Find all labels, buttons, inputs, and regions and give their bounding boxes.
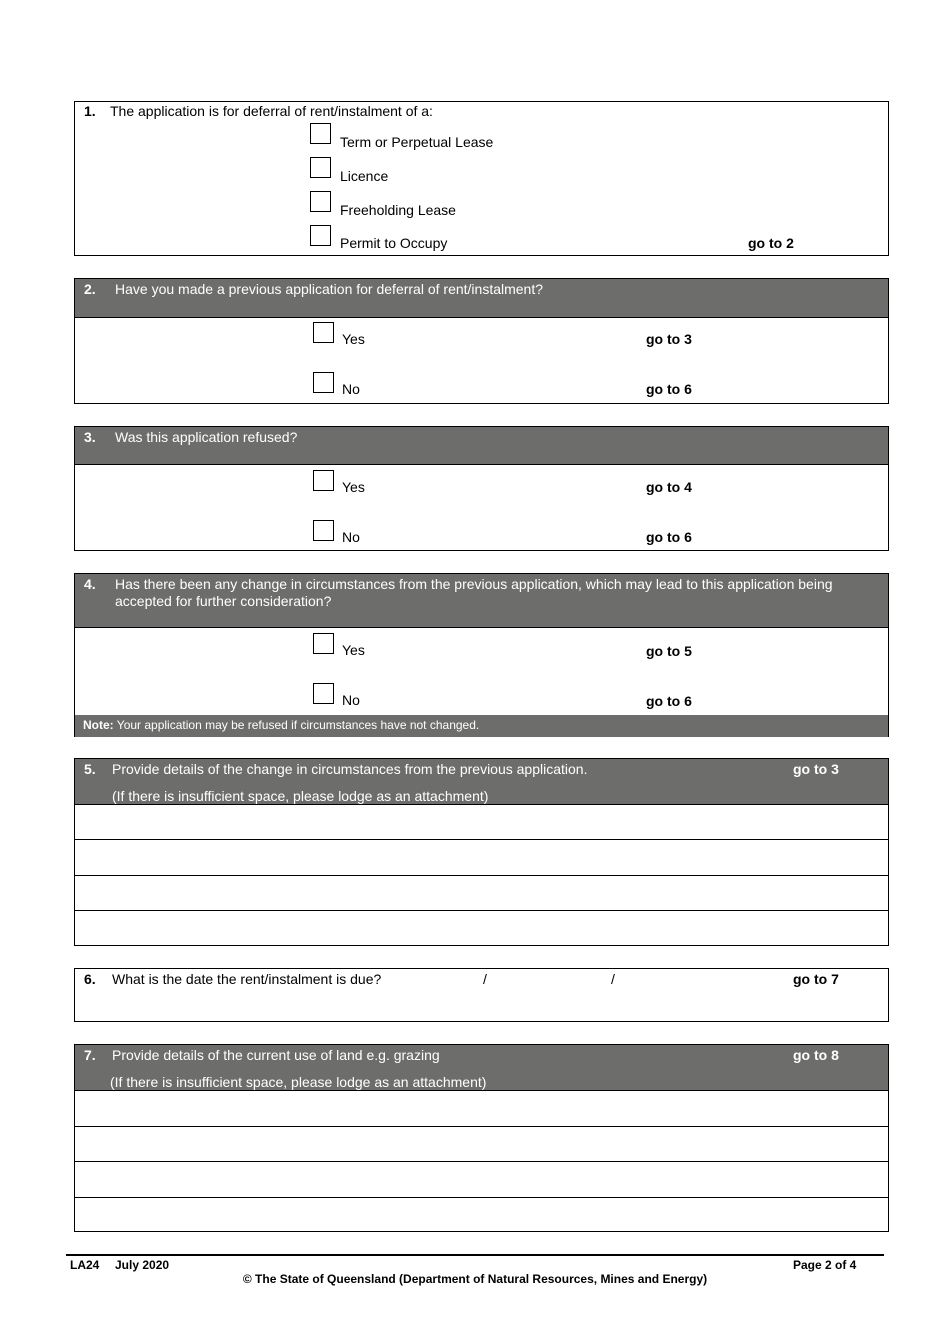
label-freeholding-lease: Freeholding Lease xyxy=(340,202,456,218)
q4-yes-label: Yes xyxy=(342,642,365,658)
q3-number: 3. xyxy=(84,429,96,445)
q4-header xyxy=(75,574,888,627)
q2-number: 2. xyxy=(84,281,96,297)
q4-no-label: No xyxy=(342,692,360,708)
q4-yes-goto: go to 5 xyxy=(646,643,692,659)
q3-no-label: No xyxy=(342,529,360,545)
label-permit-to-occupy: Permit to Occupy xyxy=(340,235,448,251)
checkbox-licence[interactable] xyxy=(310,157,331,178)
footer-copyright: © The State of Queensland (Department of Natural Resources, Mines and Energy) xyxy=(242,1272,708,1286)
q2-header xyxy=(75,279,888,317)
q6-text: What is the date the rent/instalment is due? xyxy=(112,971,382,987)
q5-answer-line-1[interactable] xyxy=(75,805,888,839)
checkbox-freeholding-lease[interactable] xyxy=(310,191,331,212)
q2-no-goto: go to 6 xyxy=(646,381,692,397)
footer-form-code: LA24 xyxy=(70,1258,100,1272)
q7-answer-line-2[interactable] xyxy=(75,1127,888,1161)
checkbox-permit-to-occupy[interactable] xyxy=(310,225,331,246)
q3-no-checkbox[interactable] xyxy=(313,520,334,541)
q7-text: Provide details of the current use of land e.g. grazing xyxy=(112,1047,440,1063)
q7-subtext: (If there is insufficient space, please lodge as an attachment) xyxy=(110,1074,487,1090)
q4-note xyxy=(75,715,888,737)
q5-header xyxy=(75,759,888,804)
question-6-section xyxy=(74,968,889,1022)
q2-yes-goto: go to 3 xyxy=(646,331,692,347)
question-4-section xyxy=(74,573,889,737)
q7-number: 7. xyxy=(84,1047,96,1063)
q1-goto: go to 2 xyxy=(748,235,794,251)
date-year-field[interactable] xyxy=(623,971,743,989)
question-5-section xyxy=(74,758,889,946)
q2-yes-checkbox[interactable] xyxy=(313,322,334,343)
q5-answer-line-4[interactable] xyxy=(75,911,888,945)
q4-no-goto: go to 6 xyxy=(646,693,692,709)
question-2-section xyxy=(74,278,889,404)
checkbox-term-lease[interactable] xyxy=(310,123,331,144)
question-7-section xyxy=(74,1044,889,1232)
question-1-section xyxy=(74,101,889,256)
q4-no-checkbox[interactable] xyxy=(313,683,334,704)
q3-yes-label: Yes xyxy=(342,479,365,495)
q1-number: 1. xyxy=(84,103,96,119)
date-month-field[interactable] xyxy=(495,971,605,989)
date-day-field[interactable] xyxy=(405,971,475,989)
q5-goto: go to 3 xyxy=(793,761,839,777)
q5-subtext: (If there is insufficient space, please lodge as an attachment) xyxy=(112,788,489,804)
q1-text: The application is for deferral of rent/instalment of a: xyxy=(110,103,433,119)
question-3-section xyxy=(74,426,889,551)
date-separator-2: / xyxy=(611,971,615,987)
note-text: Your application may be refused if circumstances have not changed. xyxy=(113,718,480,732)
footer-rule xyxy=(66,1254,884,1256)
q7-answer-line-1[interactable] xyxy=(75,1091,888,1125)
q4-number: 4. xyxy=(84,576,96,592)
label-licence: Licence xyxy=(340,168,389,184)
q2-no-checkbox[interactable] xyxy=(313,372,334,393)
footer-date: July 2020 xyxy=(115,1258,170,1272)
q3-yes-checkbox[interactable] xyxy=(313,470,334,491)
date-separator-1: / xyxy=(483,971,487,987)
q3-yes-goto: go to 4 xyxy=(646,479,692,495)
q3-text: Was this application refused? xyxy=(115,429,298,445)
q7-goto: go to 8 xyxy=(793,1047,839,1063)
q2-no-label: No xyxy=(342,381,360,397)
q7-answer-line-4[interactable] xyxy=(75,1198,888,1232)
q3-header xyxy=(75,427,888,464)
q4-text: Has there been any change in circumstances from the previous application, which may lead to this application being accepted for further consideration? xyxy=(115,576,833,609)
q3-no-goto: go to 6 xyxy=(646,529,692,545)
footer-page-number: Page 2 of 4 xyxy=(793,1258,857,1272)
label-term-lease: Term or Perpetual Lease xyxy=(340,134,494,150)
q6-goto: go to 7 xyxy=(793,971,839,987)
q5-answer-line-3[interactable] xyxy=(75,876,888,910)
note-label: Note: xyxy=(83,718,114,732)
q7-header xyxy=(75,1045,888,1090)
q2-yes-label: Yes xyxy=(342,331,365,347)
q7-answer-line-3[interactable] xyxy=(75,1162,888,1196)
q6-number: 6. xyxy=(84,971,96,987)
q4-yes-checkbox[interactable] xyxy=(313,633,334,654)
q2-text: Have you made a previous application for deferral of rent/instalment? xyxy=(115,281,544,297)
q5-text: Provide details of the change in circumstances from the previous application. xyxy=(112,761,588,777)
q5-number: 5. xyxy=(84,761,96,777)
q5-answer-line-2[interactable] xyxy=(75,840,888,874)
